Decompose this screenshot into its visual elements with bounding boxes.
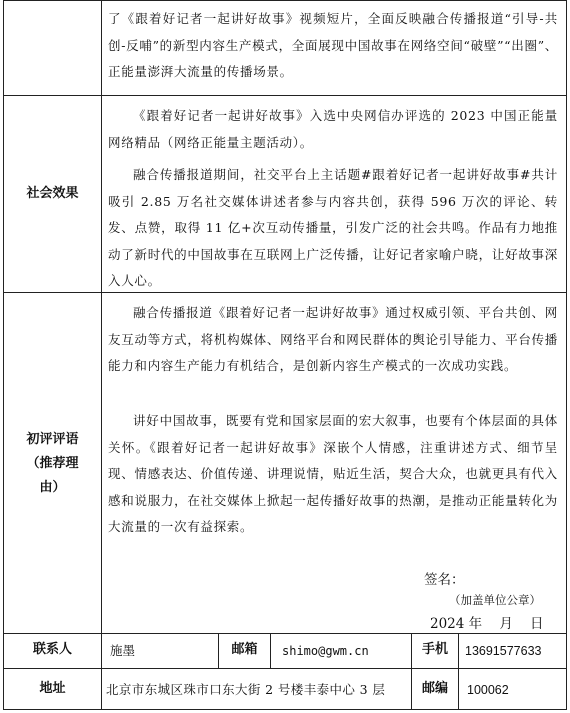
postcode-label: 邮编	[421, 681, 448, 696]
label-column-divider	[101, 0, 102, 633]
date-line: 2024 年 月 日	[430, 616, 544, 632]
stamp-note: （加盖单位公章）	[449, 593, 541, 607]
email-value: shimo@gwm.cn	[282, 644, 369, 658]
contact-divider-c	[270, 633, 271, 668]
initial-review-label	[4, 428, 101, 500]
postcode-value: 100062	[467, 683, 509, 697]
social-effect-label: 社会效果	[26, 186, 79, 201]
initial-review-label-line-1: 初评评语	[26, 432, 79, 447]
row-divider-1	[3, 95, 567, 96]
address-value: 北京市东城区珠市口东大街 2 号楼丰泰中心 3 层	[106, 682, 386, 697]
table-border-bottom	[3, 709, 567, 710]
table-border-top	[3, 0, 567, 1]
social-effect-paragraph-1: 《跟着好记者一起讲好故事》入选中央网信办评选的 2023 中国正能量网络精品（网络正能量主题活动）。	[108, 108, 558, 150]
contact-divider-a	[101, 633, 102, 710]
row-divider-4	[3, 668, 567, 669]
phone-value: 13691577633	[465, 644, 542, 658]
signature-label: 签名：	[424, 572, 465, 588]
row-divider-3	[3, 633, 567, 634]
social-effect-paragraph-2: 融合传播报道期间，社交平台上主话题#跟着好记者一起讲好故事#共计吸引 2.85 万名社交媒体讲述者参与内容共创，获得 596 万次的评论、转发、点赞，取得 11 亿+次互动传播量，引发广泛的社会共鸣。作品有力地推动了新时代的中国故事在互联网上广泛传播，让好记者家喻户晓，让好故事深入人心。	[108, 167, 558, 288]
initial-review-paragraph-1: 融合传播报道《跟着好记者一起讲好故事》通过权威引领、平台共创、网友互动等方式，将机构媒体、网络平台和网民群体的舆论引导能力、平台传播能力和内容生产能力有机结合，是创新内容生产模式的一次成功实践。	[108, 305, 558, 373]
contact-person-label: 联系人	[32, 642, 72, 657]
table-border-left	[3, 0, 4, 710]
email-label: 邮箱	[231, 642, 258, 657]
initial-review-label-line-3: 由）	[39, 480, 66, 495]
initial-review-label-line-2: （推荐理	[26, 456, 79, 471]
contact-person-value: 施墨	[110, 643, 136, 658]
address-label: 地址	[39, 681, 66, 696]
contact-divider-e	[458, 633, 459, 710]
top-paragraph: 了《跟着好记者一起讲好故事》视频短片，全面反映融合传播报道“引导-共创-反哺”的新型内容生产模式，全面展现中国故事在网络空间“破壁”“出圈”、正能量澎湃大流量的传播场景。	[108, 11, 558, 79]
initial-review-paragraph-2: 讲好中国故事，既要有党和国家层面的宏大叙事，也要有个体层面的具体关怀。《跟着好记者一起讲好故事》深嵌个人情感，注重讲述方式、细节呈现、情感表达、价值传递、讲理说情，贴近生活，契合大众，也就更具有代入感和说服力，在社交媒体上掀起一起传播好故事的热潮，是推动正能量转化为大流量的一次有益探索。	[108, 413, 558, 534]
table-border-right	[566, 0, 567, 710]
phone-label: 手机	[421, 642, 448, 657]
